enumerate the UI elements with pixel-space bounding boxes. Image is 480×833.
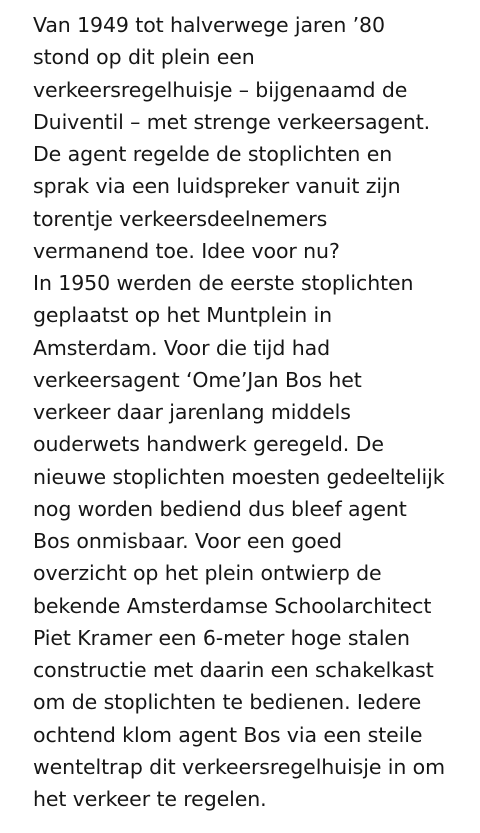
text-line: wenteltrap dit verkeersregelhuisje in om (33, 754, 445, 779)
text-line: overzicht op het plein ontwierp de (33, 561, 382, 586)
text-line: ouderwets handwerk geregeld. De (33, 432, 384, 457)
text-line: het verkeer te regelen. (33, 787, 267, 811)
text-line: constructie met daarin een schakelkast (33, 658, 434, 682)
text-line: Duiventil – met strenge verkeersagent. (33, 109, 431, 134)
text-line: bekende Amsterdamse Schoolarchitect (33, 593, 432, 618)
text-line: nieuwe stoplichten moesten gedeeltelijk (33, 464, 445, 489)
text-line: In 1950 werden de eerste stoplichten (33, 271, 414, 295)
article-text (33, 9, 445, 815)
text-line: stond op dit plein een (33, 45, 255, 70)
text-line: Bos onmisbaar. Voor een goed (33, 529, 342, 553)
text-line: De agent regelde de stoplichten en (33, 142, 393, 166)
text-line: geplaatst op het Muntplein in (33, 303, 332, 328)
text-line: Piet Kramer een 6-meter hoge stalen (33, 625, 410, 650)
text-line: verkeer daar jarenlang middels (33, 400, 351, 424)
text-line: torentje verkeersdeelnemers (33, 206, 328, 231)
text-line: Van 1949 tot halverwege jaren ’80 (33, 13, 385, 37)
text-line: sprak via een luidspreker vanuit zijn (33, 174, 401, 199)
text-line: nog worden bediend dus bleef agent (33, 496, 407, 521)
text-line: verkeersregelhuisje – bijgenaamd de (33, 77, 408, 102)
text-line: verkeersagent ‘Ome’Jan Bos het (33, 367, 362, 392)
text-line: vermanend toe. Idee voor nu? (33, 238, 340, 263)
text-line: om de stoplichten te bedienen. Iedere (33, 690, 422, 715)
text-line: ochtend klom agent Bos via een steile (33, 722, 423, 747)
text-line: Amsterdam. Voor die tijd had (33, 335, 330, 360)
